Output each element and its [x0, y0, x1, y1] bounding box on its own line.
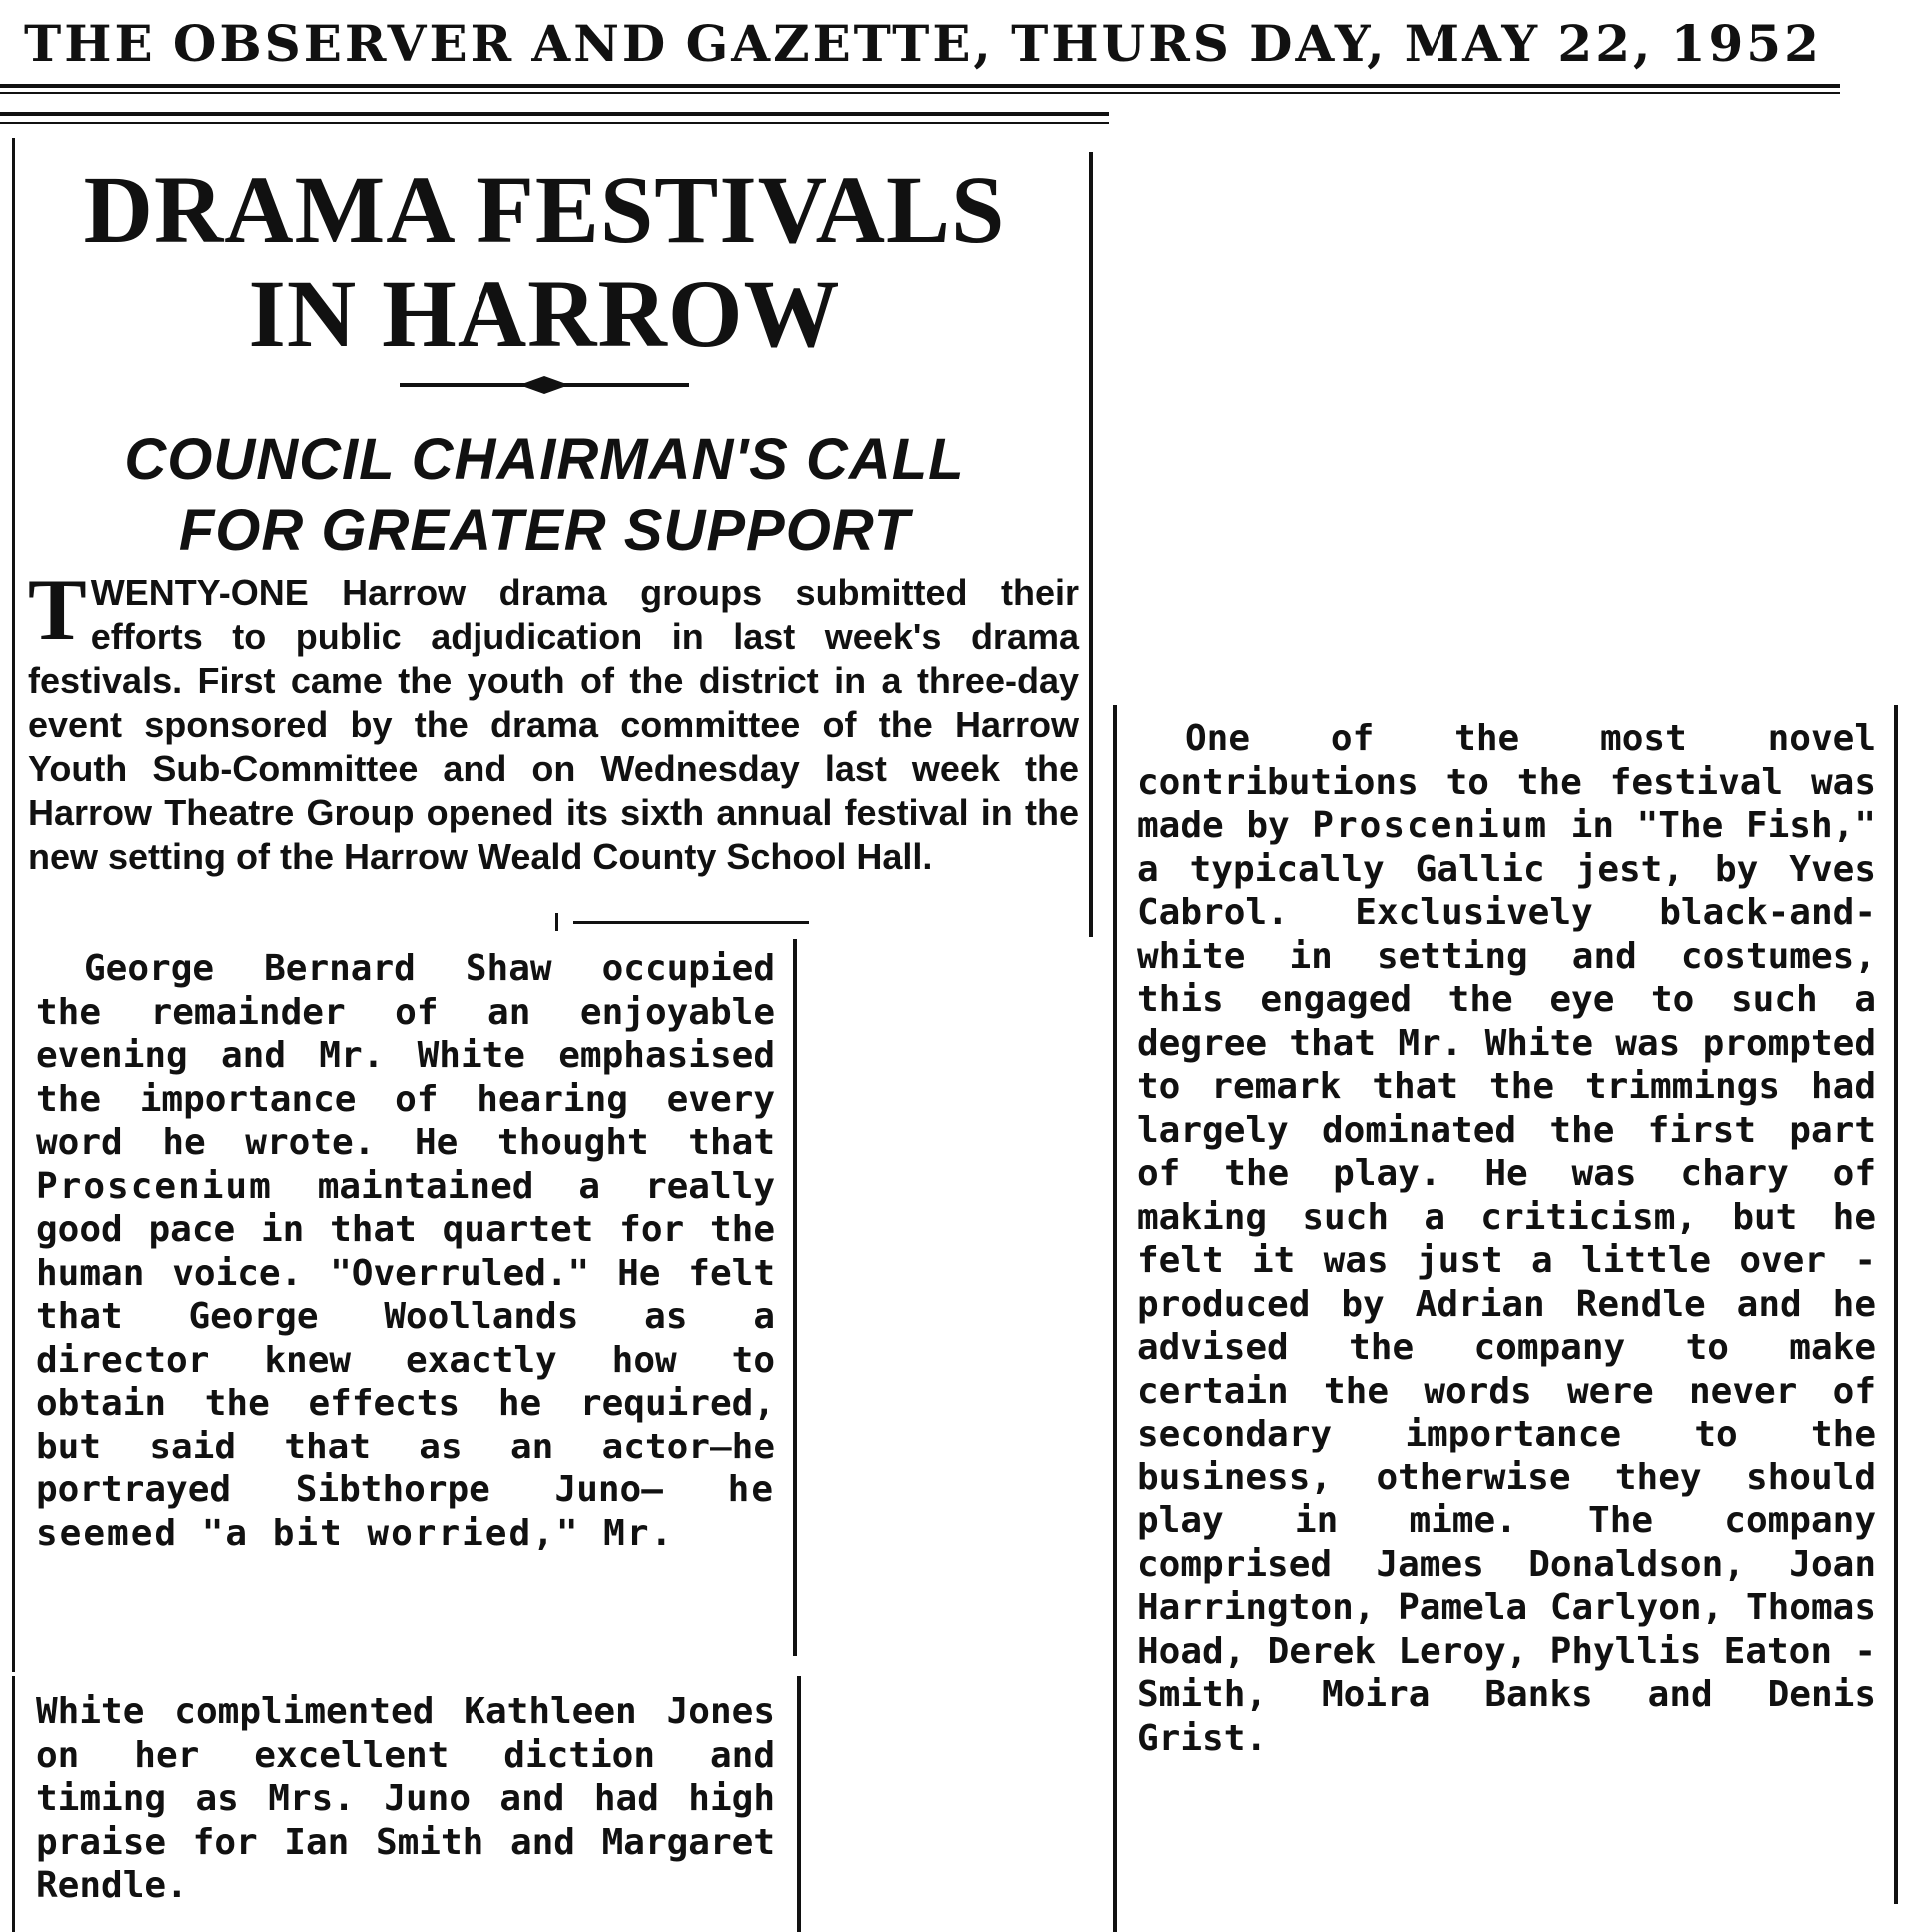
subheadline-line-2: FOR GREATER SUPPORT: [178, 498, 911, 563]
headline-line-1: DRAMA FESTIVALS: [83, 156, 1006, 263]
right-column-border-left: [1113, 705, 1117, 1932]
masthead-word: THE: [24, 14, 156, 73]
subheadline-line-1: COUNCIL CHAIRMAN'S CALL: [124, 427, 965, 491]
masthead-rule-thin: [0, 92, 1840, 94]
masthead-word: OBSERVER: [172, 14, 515, 73]
body-text: One of the most novel contributions to the festival was made by: [1137, 718, 1876, 846]
lede-text: WENTY-ONE Harrow drama groups submitted their efforts to public adjudication in last week's drama festivals. First came the youth of the district in a three-day event sponsored by the drama committee of the Harrow Youth Sub-Committee and on Wednesday last week the Harrow Theatre Group opened its sixth annual festival in the new setting of the Harrow Weald County School Hall.: [28, 572, 1079, 877]
left-column-border: [793, 939, 797, 1656]
article-left-border: [12, 138, 15, 1672]
company-name: Proscenium: [36, 1165, 273, 1207]
article-right-border: [1089, 152, 1093, 937]
section-rule-tick: [555, 913, 558, 931]
article-top-rule: [0, 112, 1109, 116]
right-column-border-right: [1894, 705, 1898, 1904]
masthead-text: [24, 14, 1822, 73]
lede-paragraph: [28, 562, 1079, 879]
masthead-rule: [0, 84, 1840, 88]
body-text: maintained a really good pace in that quartet for the human voice. "Overruled." He felt that George Woollands as a director knew exactly how to obtain the effects he required, but said that as an actor—he portrayed Sibthorpe Juno—: [36, 1165, 775, 1510]
headline-line-2: IN HARROW: [248, 260, 841, 367]
article-top-rule-thin: [0, 122, 1109, 124]
left-lower-border-left: [12, 1676, 15, 1932]
masthead-word: DAY,: [1249, 14, 1388, 73]
masthead-word: GAZETTE,: [685, 14, 994, 73]
right-column: [1137, 717, 1876, 1760]
body-text-heavy: he seemed "a bit worried," Mr.: [36, 1469, 775, 1554]
left-column-lower: [36, 1690, 775, 1908]
headline-ornament: [400, 370, 689, 400]
section-rule: [573, 921, 809, 924]
body-text: George Bernard Shaw occupied the remainder of an enjoyable evening and Mr. White emphasised the importance of hearing every word he wrote. He thought that: [36, 948, 775, 1163]
masthead-word: AND: [531, 14, 669, 73]
masthead-word: THURS: [1011, 14, 1232, 73]
body-text: White complimented Kathleen Jones on her excellent diction and timing as Mrs. Juno and had high praise for Ian Smith and Margaret Rendle.: [36, 1691, 775, 1906]
masthead: [0, 0, 1840, 92]
company-name: Proscenium: [1312, 805, 1549, 846]
masthead-word: MAY: [1404, 14, 1541, 73]
masthead-word: 22,: [1557, 14, 1654, 73]
body-text: in "The Fish," a typically Gallic jest, by Yves Cabrol. Exclusively black-and-white in setting and costumes, this engaged the eye to such a degree that Mr. White was prompted to remark that the trimmings had largely dominated the first part of the play. He was chary of making such a criticism, but he felt it was just a little over - produced by Adrian Rendle and he advised the company to make certain the words were never of secondary importance to the business, otherwise they should play in mime. The company comprised James Donaldson, Joan Harrington, Pamela Carlyon, Thomas Hoad, Derek Leroy, Phyllis Eaton - Smith, Moira Banks and Denis Grist.: [1137, 805, 1876, 1759]
left-lower-border-right: [797, 1676, 801, 1932]
left-column-upper: [36, 947, 775, 1555]
drop-cap: T: [28, 562, 87, 659]
masthead-word: 1952: [1670, 14, 1822, 73]
